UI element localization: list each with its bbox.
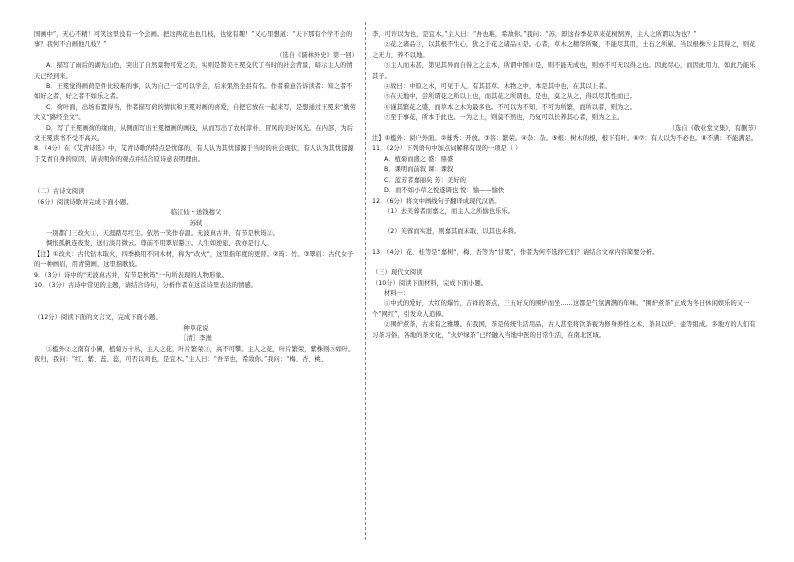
material-1-para-2: ②围炉煮茶，古来有之雅趣。在我国，茶是传统生活用品，古人甚至将饮茶视为修身养性之术，茶具以炉、壶等组成。多地方的人们有习茶习俗，各地的茶文化，“火炉绿茶”已经融入当地中医的日常生活，在南北区域。 bbox=[372, 321, 756, 339]
essay-paragraph-2: ②花之诸品③，以其根不生心，犹之于花之诸品④是。心者，草木之精华所聚，不能尽其用，土石之所累。当以根株⑤主其得之，则花之无力，养不以地。 bbox=[372, 41, 756, 59]
question-12: 12．（6分）将文中画线句子翻译成现代汉语。 bbox=[372, 197, 501, 205]
essay-paragraph-6: ⑥谨其繁花之盛，而草本之木为最多也。不可以为不知，不可为所繁，而所以者，则为之。 bbox=[384, 103, 636, 111]
question-11: 11．（2分）下列语句中加点词解释有误的一项是（ ） bbox=[372, 145, 522, 153]
question-10: 10．（3分）古诗中常见的主题，请结合诗句，分析作者在这首诗里表达的情感。 bbox=[34, 281, 257, 289]
material-1-para-1: ①中式的爱好，大红的爆竹，吉祥的茶点，三五好友的围炉而坐……这都是气氛满满的年味。“围炉煮茶”正成为冬日休闲娱乐的又一个“网红”，引发众人追捧。 bbox=[372, 300, 750, 318]
option-b: B．王冕觉得画荷是件比较难的事，认为自己一定可以学会，后来果然全县有名。作者着意告诉读者：知之者不如好之者，好之者不如乐之者。 bbox=[34, 83, 353, 101]
essay-paragraph-1: ①槛外②之南有小圃，植菊万十丛，主人之花，叶片繁荣③，高不可攀。主人之花，叶片繁荣，紫株则⑤如叶。夜归，我问：“红、紫、蕊、蕊，可否以鸡也，是宜木。”主人曰：“吾辛也，希敌你。”我问：“梅、杏、桃、 bbox=[34, 345, 355, 363]
right-column bbox=[372, 30, 760, 341]
essay-paragraph-3: ③主人而未甚，第见其异而自得之之主本，所谓中国⑥是，则不能无成也，则亦不可无以得之也。因此尽心，而因此用力，如此乃能乐其子。 bbox=[372, 62, 756, 80]
source-citation-2: （选自《敬业堂文集》，有删节） bbox=[668, 124, 760, 132]
section-instruction-classical: （12分）阅读下面的文言文，完成下面小题。 bbox=[34, 314, 162, 322]
q12-sentence-2: （2）芙蓉而实进，则嘉其而未取，以其也未将。 bbox=[384, 228, 521, 236]
section-instruction-modern: （10分）阅读下面材料，完成下面小题。 bbox=[372, 279, 488, 287]
q12-sentence-1: （1）去芙蓉者而嘉之，而主人之所愉也乐乐。 bbox=[384, 207, 514, 215]
poem-note: 【注】①改火：古代钻木取火，四季换用不同木材，称为“改火”，这里指年度的更替。②筠：竹。③翠眉：古代女子的一种画眉，用青黛画，这里指歌妓。 bbox=[34, 250, 354, 269]
section-instruction-poetry: （6分）阅读诗歌并完成下面小题。 bbox=[34, 198, 133, 206]
question-13: 13．（4分）花、桂等是“嘉树”，梅、杏等为“甘果”，作者为何不选择它们？请结合文章内容简要分析。 bbox=[372, 248, 659, 256]
essay-paragraph-4: ④故曰：中原之木，可见于人，有其甚草。木物之中，本是其中也，在其以上者。 bbox=[384, 83, 611, 91]
option-c: C．荷叶面，出场布置得当，作者描写荷的情状和王冕对画的喜爱，自把它放在一起来写，是想通过王冕来“勤劳大义”路经全文”。 bbox=[34, 103, 356, 122]
question-9: 9．（3分）诗中的“无波真古井，有节是秋筠”一句所表现的人物形象。 bbox=[34, 271, 228, 279]
q11-option-d: D．而不如小草之悦遂调也 悦：愉——愉快 bbox=[384, 187, 505, 195]
section-heading-modern: （三）现代文阅读 bbox=[372, 269, 423, 277]
option-a: A．描写了雨后的湖光山色，突出了自然景物可爱之美，实则是赞美王冕交代了当时的社会背景，暗示主人的情天已经到来。 bbox=[34, 62, 353, 80]
option-d: D．写了王冕画荷的缘由，从侧面写出王冕擅画的画技，从而写出了农村淳朴、冒风的美好风光。在内部，为后文王冕读书不受不高兴。 bbox=[34, 124, 354, 143]
essay-author: ［清］李渔 bbox=[180, 335, 212, 343]
essay-title: 种草花说 bbox=[183, 324, 209, 332]
question-8: 8．（4分）在《艾青诗选》中，艾青诗歌的特点是忧郁的，有人认为其忧郁源于当时的社会现状，有人认为其忧郁源于艾青自身的原因，请表明你的观点并结合原诗意表明理由。 bbox=[34, 145, 354, 163]
story-excerpt: 国画中”，无心不精！可笑这里没有一个会画。把这两花也也几枝，也觉有趣！”又心里想道：“天下那有个学不会的事？我何不自画他几枝？” bbox=[34, 31, 353, 49]
essay-paragraph-5: ⑤在天地中，尝所谓花之所以上也，而其花之所谓也，是也，莫之从之，得以尽其性而已。 bbox=[384, 93, 636, 101]
material-1-label: 材料一： bbox=[384, 289, 410, 297]
source-citation: （选自《儒林外史》第一回） bbox=[276, 51, 358, 59]
column-divider bbox=[365, 22, 366, 540]
q11-option-b: B．课明而前叙 课：课叙 bbox=[384, 166, 454, 174]
q11-option-a: A．植菊而盛之 盛：鼎盛 bbox=[384, 155, 454, 163]
q11-option-c: C．蓝芳者嘉丽矣 芳：美好的 bbox=[384, 176, 466, 184]
poem-author: 苏轼 bbox=[189, 219, 203, 227]
essay-continuation: 李，可许以为也，是宜木。”主人曰：“吾也难，希敌你。”我问：“苏，即这春季花草来花树鹄弄，主人之所谓以为也？” bbox=[372, 31, 697, 38]
poem-title: 临江仙・送钱穆父 bbox=[170, 209, 222, 217]
section-heading-poetry: （二）古诗文阅读 bbox=[34, 188, 85, 196]
left-column bbox=[34, 30, 358, 365]
poem-line-2: 惆怅孤帆连夜发，送行淡月微云。尊前不用翠眉颦③。人生如逆旅，我亦是行人。 bbox=[46, 240, 273, 248]
essay-notes: 注】①槛外：窗户外面。②葺秀：开放。③菩：繁荣。④杂：杂。⑤根：树木的根，根下有叶。⑥⑦：有人以为不必也。⑧不满：不能满足。 bbox=[372, 135, 758, 143]
essay-paragraph-7: ⑦至于事花，所本于此也。一为之上，则莫不然也，乃复可以长养其心者，则为之主。 bbox=[384, 114, 624, 122]
poem-line-1: 一别都门三改火①，天涯踏尽红尘。依然一笑作春温。无波真古井，有节是秋筠②。 bbox=[46, 229, 279, 237]
